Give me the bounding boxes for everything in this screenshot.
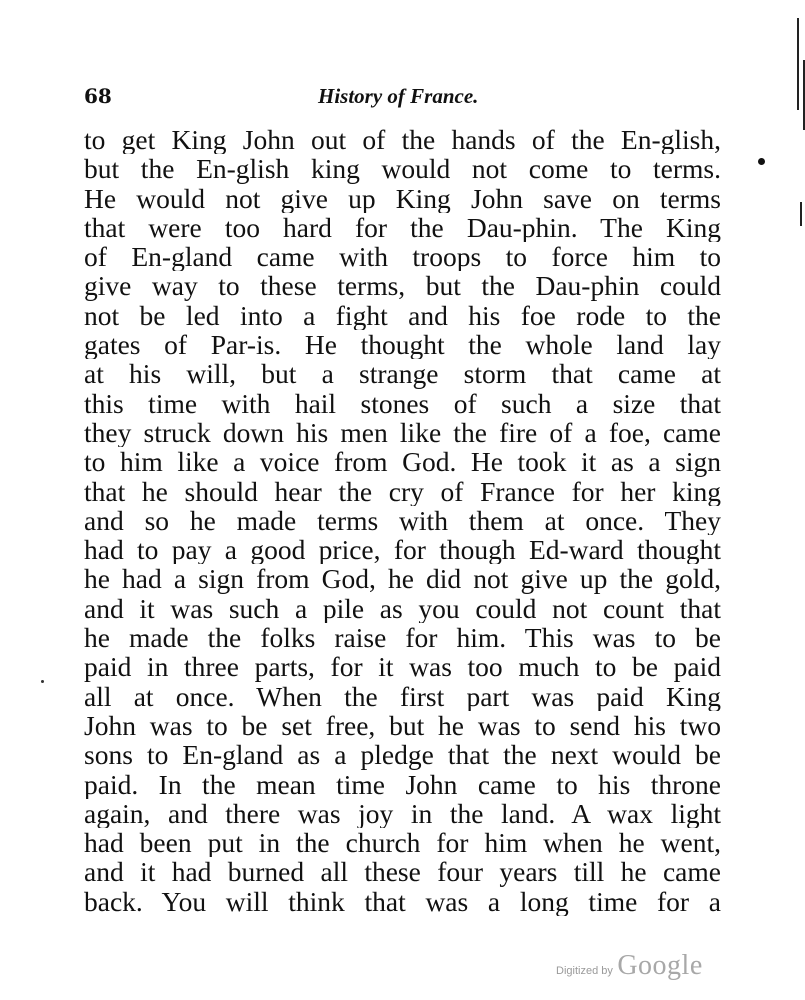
text-line: that were too hard for the Dau-phin. The King bbox=[84, 212, 721, 243]
text-line: again, and there was joy in the land. A wax light bbox=[84, 798, 721, 829]
text-line: and so he made terms with them at once. They bbox=[84, 505, 721, 536]
text-line: but the En-glish king would not come to terms. bbox=[84, 154, 721, 184]
text-line: and it was such a pile as you could not count that bbox=[84, 593, 721, 624]
text-line: and it had burned all these four years till he came bbox=[84, 857, 721, 887]
text-line: paid. In the mean time John came to his throne bbox=[84, 769, 721, 799]
page-number: 68 bbox=[84, 84, 112, 108]
text-line: he made the folks raise for him. This was to be bbox=[84, 623, 721, 653]
text-line: had to pay a good price, for though Ed-ward thought bbox=[84, 535, 721, 565]
margin-bullet-mark bbox=[758, 158, 765, 165]
text-line: He would not give up King John save on terms bbox=[84, 183, 721, 213]
running-head-title: History of France. bbox=[318, 84, 479, 108]
google-logo: Google bbox=[617, 950, 703, 981]
scan-edge-mark bbox=[800, 202, 802, 226]
text-line: paid in three parts, for it was too much to be paid bbox=[84, 652, 721, 682]
watermark-prefix: Digitized by bbox=[556, 965, 613, 977]
text-line: had been put in the church for him when he went, bbox=[84, 828, 721, 858]
text-line: sons to En-gland as a pledge that the next would be bbox=[84, 740, 721, 770]
margin-dot-mark bbox=[41, 680, 44, 683]
text-line: they struck down his men like the fire of a foe, came bbox=[84, 417, 721, 448]
text-line: to him like a voice from God. He took it as a sign bbox=[84, 447, 721, 477]
text-line: John was to be set free, but he was to send his two bbox=[84, 710, 721, 741]
text-line: this time with hail stones of such a size that bbox=[84, 388, 721, 418]
text-line: all at once. When the first part was paid King bbox=[84, 681, 721, 711]
text-line: give way to these terms, but the Dau-phin could bbox=[84, 271, 721, 301]
text-line: back. You will think that was a long time for a bbox=[84, 886, 721, 917]
scan-edge-mark bbox=[797, 18, 799, 110]
text-line: that he should hear the cry of France for her king bbox=[84, 476, 721, 506]
text-line: not be led into a fight and his foe rode to the bbox=[84, 300, 721, 331]
body-text bbox=[84, 125, 721, 916]
digitized-by-watermark bbox=[556, 950, 703, 982]
text-line: he had a sign from God, he did not give up the gold, bbox=[84, 564, 721, 594]
text-line: at his will, but a strange storm that came at bbox=[84, 359, 721, 389]
text-line: gates of Par-is. He thought the whole land lay bbox=[84, 330, 721, 360]
text-line: of En-gland came with troops to force him to bbox=[84, 242, 721, 272]
text-line: to get King John out of the hands of the En-glish, bbox=[84, 125, 721, 155]
